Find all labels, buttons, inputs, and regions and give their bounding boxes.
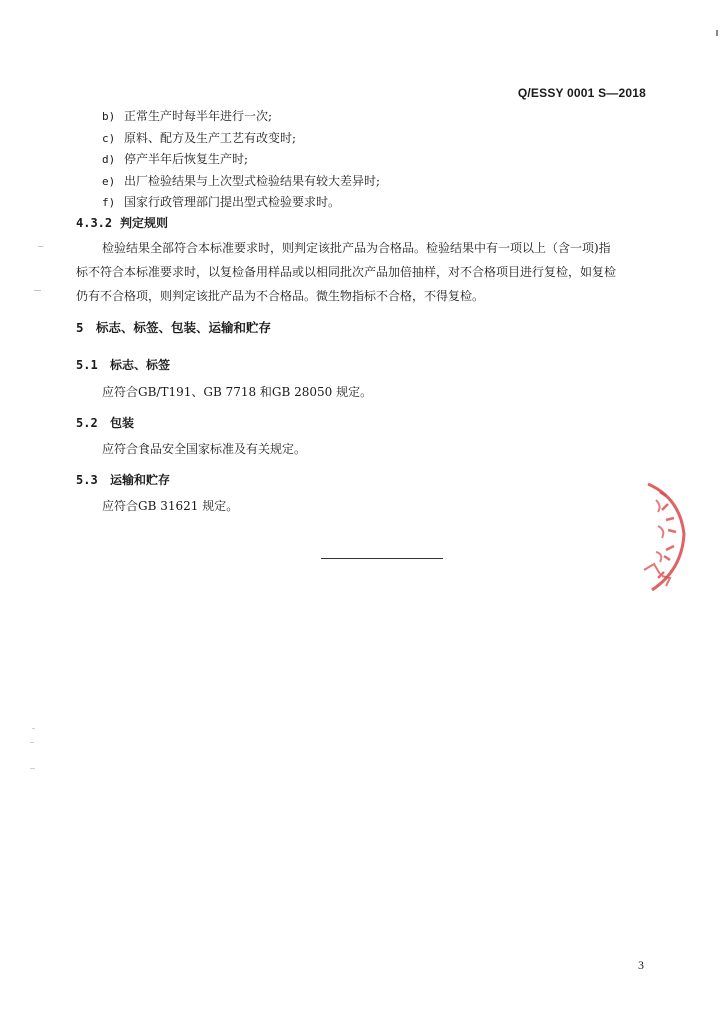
- section-5-2-text: [102, 437, 306, 461]
- section-heading-5-3: [76, 471, 170, 488]
- section-heading-5-2: [76, 414, 134, 431]
- paragraph-line: 检验结果全部符合本标准要求时，则判定该批产品为合格品。检验结果中有一项以上（含一项)指: [102, 241, 611, 255]
- list-marker: e): [102, 174, 116, 188]
- paragraph-line: 标不符合本标准要求时，以复检备用样品或以相同批次产品加倍抽样，对不合格项目进行复检，如复检: [76, 265, 617, 279]
- section-title: 判定规则: [120, 216, 169, 230]
- section-number: 5: [76, 320, 84, 335]
- list-item-text: 出厂检验结果与上次型式检验结果有较大差异时;: [124, 173, 381, 188]
- paragraph-line: 应符合GB 31621 规定。: [102, 499, 239, 513]
- end-of-text-rule: [321, 558, 443, 559]
- list-marker: b): [102, 110, 116, 123]
- section-heading-5: [76, 318, 271, 336]
- section-heading-5-1: [76, 356, 170, 373]
- list-item-text: 停产半年后恢复生产时;: [124, 152, 249, 166]
- scan-speck: [34, 290, 41, 291]
- section-number: 4.3.2: [76, 216, 113, 230]
- section-title: 标志、标签: [110, 358, 171, 372]
- section-5-3-text: [102, 494, 238, 518]
- section-5-1-text: [102, 380, 372, 404]
- section-title: 运输和贮存: [110, 473, 171, 487]
- list-marker: d): [102, 153, 116, 166]
- scan-speck: [30, 742, 34, 743]
- list-item: [102, 171, 380, 193]
- inspection-conditions-list: [102, 106, 380, 214]
- list-item-text: 国家行政管理部门提出型式检验要求时。: [124, 195, 341, 209]
- section-heading-4-3-2: [76, 214, 168, 231]
- section-number: 5.1: [76, 358, 98, 372]
- scan-speck: [30, 768, 35, 769]
- list-marker: c): [102, 131, 116, 145]
- list-item: [102, 192, 380, 214]
- scan-speck: [32, 728, 35, 729]
- scan-speck: [716, 30, 718, 36]
- section-title: 包装: [110, 416, 135, 430]
- list-item-text: 原料、配方及生产工艺有改变时;: [124, 130, 297, 145]
- list-item-text: 正常生产时每半年进行一次;: [124, 109, 273, 123]
- section-number: 5.3: [76, 473, 98, 487]
- paragraph-line: 应符合食品安全国家标准及有关规定。: [102, 442, 307, 456]
- list-item: [102, 106, 380, 128]
- section-title: 标志、标签、包装、运输和贮存: [96, 320, 272, 335]
- list-item: [102, 149, 380, 171]
- paragraph-line: 应符合GB/T191、GB 7718 和GB 28050 规定。: [102, 385, 373, 399]
- paragraph-line: 仍有不合格项，则判定该批产品为不合格品。微生物指标不合格，不得复检。: [76, 289, 485, 303]
- page-number: 3: [638, 958, 644, 972]
- section-number: 5.2: [76, 416, 98, 430]
- company-seal-stamp: [640, 470, 688, 598]
- judgement-rules-paragraph: [76, 236, 616, 308]
- list-marker: f): [102, 196, 116, 209]
- scan-speck: [38, 246, 43, 247]
- document-code: Q/ESSY 0001 S—2018: [517, 86, 646, 100]
- list-item: [102, 128, 380, 150]
